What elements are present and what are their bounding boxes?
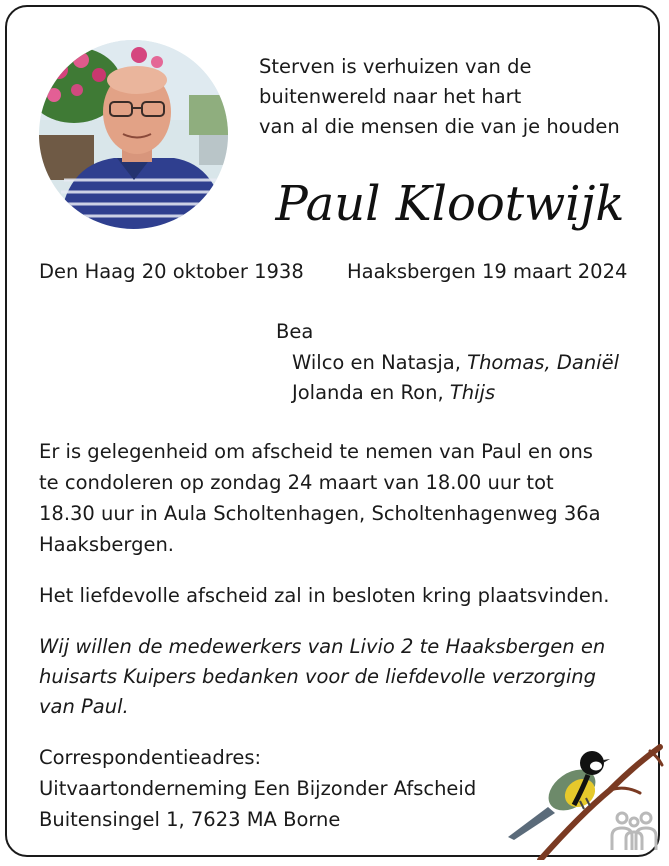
quote-line-3: van al die mensen die van je houden [259, 115, 620, 138]
family-line-2-grandchildren: Thijs [449, 381, 496, 404]
thanks-line-1: Wij willen de medewerkers van Livio 2 te Haaksbergen en [39, 635, 606, 658]
family-line-1 [292, 347, 619, 378]
family-line-1-grandchildren: Thomas, Daniël [467, 351, 620, 374]
deceased-name-text: Paul Klootwijk [275, 176, 625, 232]
condolence-line-2: te condoleren op zondag 24 maart van 18.00 uur tot [39, 471, 554, 494]
correspondence-label: Correspondentieadres: [39, 746, 262, 769]
death-info: Haaksbergen 19 maart 2024 [347, 260, 628, 283]
family-line-1-names: Wilco en Natasja, [292, 351, 461, 374]
portrait-photo [39, 40, 228, 229]
thanks-line-3: van Paul. [39, 695, 129, 718]
condolence-line-4: Haaksbergen. [39, 533, 174, 556]
birth-info: Den Haag 20 oktober 1938 [39, 260, 304, 283]
condolence-line-3: 18.30 uur in Aula Scholtenhagen, Scholtenhagenweg 36a [39, 502, 601, 525]
thanks-line-2: huisarts Kuipers bedanken voor de liefdevolle verzorging [39, 665, 596, 688]
family-line-2 [292, 377, 495, 408]
quote-line-1: Sterven is verhuizen van de [259, 55, 532, 78]
family-partner: Bea [276, 320, 314, 343]
farewell-text: Het liefdevolle afscheid zal in besloten kring plaatsvinden. [39, 584, 610, 607]
deceased-name [255, 168, 645, 236]
family-line-2-names: Jolanda en Ron, [292, 381, 444, 404]
correspondence-line-1: Uitvaartonderneming Een Bijzonder Afscheid [39, 777, 477, 800]
correspondence-line-2: Buitensingel 1, 7623 MA Borne [39, 808, 341, 831]
portrait-image [39, 40, 228, 229]
quote-line-2: buitenwereld naar het hart [259, 85, 522, 108]
condolence-line-1: Er is gelegenheid om afscheid te nemen van Paul en ons [39, 440, 593, 463]
people-group-logo-icon [608, 808, 660, 853]
